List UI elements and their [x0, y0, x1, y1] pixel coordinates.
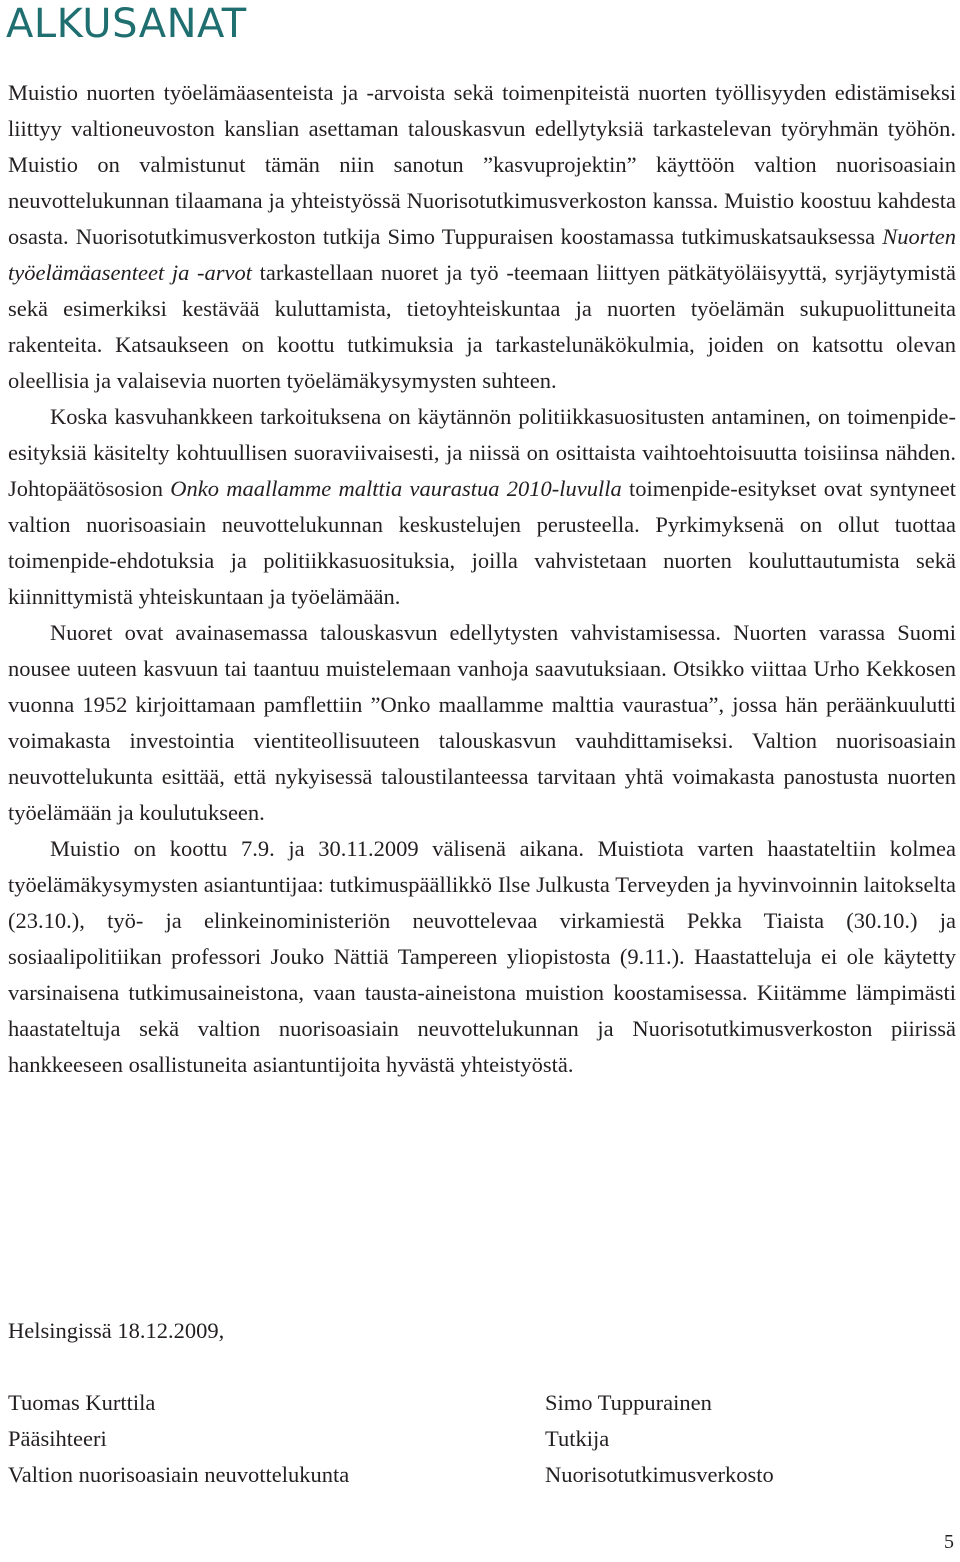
- publication-title-survey: Nuorten työelämäasenteet ja -arvot: [8, 224, 956, 285]
- signer-organization: Nuorisotutkimusverkosto: [545, 1462, 774, 1487]
- place-and-date: Helsingissä 18.12.2009,: [8, 1318, 225, 1343]
- page-title: ALKUSANAT: [6, 1, 247, 47]
- signer-name: Tuomas Kurttila: [8, 1390, 156, 1415]
- signature-block-left: [8, 1385, 349, 1493]
- paragraph-recommendations-text: Koska kasvuhankkeen tarkoituksena on käytännön politiikkasuositusten antaminen, on toimenpide-esityksiä käsitelty kohtuullisen suoraviivaisesti, ja niissä on osittaista vaihtoehtoisuutta toisiinsa nähden. Johtopäätösosion: [8, 404, 956, 501]
- foreword-body: [8, 75, 956, 1083]
- signer-organization: Valtion nuorisoasiain neuvottelukunta: [8, 1462, 350, 1487]
- signer-name: Simo Tuppurainen: [545, 1390, 712, 1415]
- signature-block-right: [545, 1385, 774, 1493]
- paragraph-intro: [8, 75, 956, 399]
- paragraph-background: Nuoret ovat avainasemassa talouskasvun edellytysten vahvistamisessa. Nuorten varassa Suomi nousee uuteen kasvuun tai taantuu muistelemaan vanhoja saavutuksiaan. Otsikko viittaa Urho Kekkosen vuonna 1952 kirjoittamaan pamflettiin ”Onko maallamme malttia vaurastua”, jossa hän peräänkuulutti voimakasta investointia vientiteollisuuteen talouskasvun vauhdittamiseksi. Valtion nuorisoasiain neuvottelukunta esittää, että nykyisessä taloustilanteessa tarvitaan yhtä voimakasta panostusta nuorten työelämään ja koulutukseen.: [8, 620, 956, 825]
- publication-title-conclusions: Onko maallamme malttia vaurastua 2010-luvulla: [170, 476, 622, 501]
- paragraph-recommendations: [8, 399, 956, 615]
- paragraph-intro-text: Muistio nuorten työelämäasenteista ja -arvoista sekä toimenpiteistä nuorten työllisyyden edistämiseksi liittyy valtioneuvoston kanslian asettaman talouskasvun edellytyksiä tarkastelevan työryhmän työhön. Muistio on valmistunut tämän niin sanotun ”kasvuprojektin” käyttöön valtion nuorisoasiain neuvottelukunnan tilaamana ja yhteistyössä Nuorisotutkimusverkoston kanssa. Muistio koostuu kahdesta osasta. Nuorisotutkimusverkoston tutkija Simo Tuppuraisen koostamassa tutkimuskatsauksessa: [8, 80, 956, 249]
- signer-title: Tutkija: [545, 1426, 610, 1451]
- paragraph-intro-continued: tarkastellaan nuoret ja työ -teemaan liittyen pätkätyöläisyyttä, syrjäytymistä sekä esimerkiksi kestävää kuluttamista, tietoyhteiskuntaa ja nuorten työelämän sukupuolittuneita rakenteita. Katsaukseen on koottu tutkimuksia ja tarkastelunäkökulmia, joiden on katsottu olevan oleellisia ja valaisevia nuorten työelämäkysymysten suhteen.: [8, 260, 956, 393]
- page-number: 5: [944, 1531, 954, 1553]
- signer-title: Pääsihteeri: [8, 1426, 107, 1451]
- paragraph-recommendations-continued: toimenpide-esitykset ovat syntyneet valtion nuorisoasiain neuvottelukunnan keskustelujen perusteella. Pyrkimyksenä on ollut tuottaa toimenpide-ehdotuksia ja politiikkasuosituksia, joilla vahvistetaan nuorten kouluttautumista sekä kiinnittymistä yhteiskuntaan ja työelämään.: [8, 476, 956, 609]
- paragraph-methods: Muistio on koottu 7.9. ja 30.11.2009 välisenä aikana. Muistiota varten haastateltiin kolmea työelämäkysymysten asiantuntijaa: tutkimuspäällikkö Ilse Julkusta Terveyden ja hyvinvoinnin laitokselta (23.10.), työ- ja elinkeinoministeriön neuvottelevaa virkamiestä Pekka Tiaista (30.10.) ja sosiaalipolitiikan professori Jouko Nättiä Tampereen yliopistosta (9.11.). Haastatteluja ei ole käytetty varsinaisena tutkimusaineistona, vaan tausta-aineistona muistion koostamisessa. Kiitämme lämpimästi haastateltuja sekä valtion nuorisoasiain neuvottelukunnan ja Nuorisotutkimusverkoston piirissä hankkeeseen osallistuneita asiantuntijoita hyvästä yhteistyöstä.: [8, 836, 956, 1077]
